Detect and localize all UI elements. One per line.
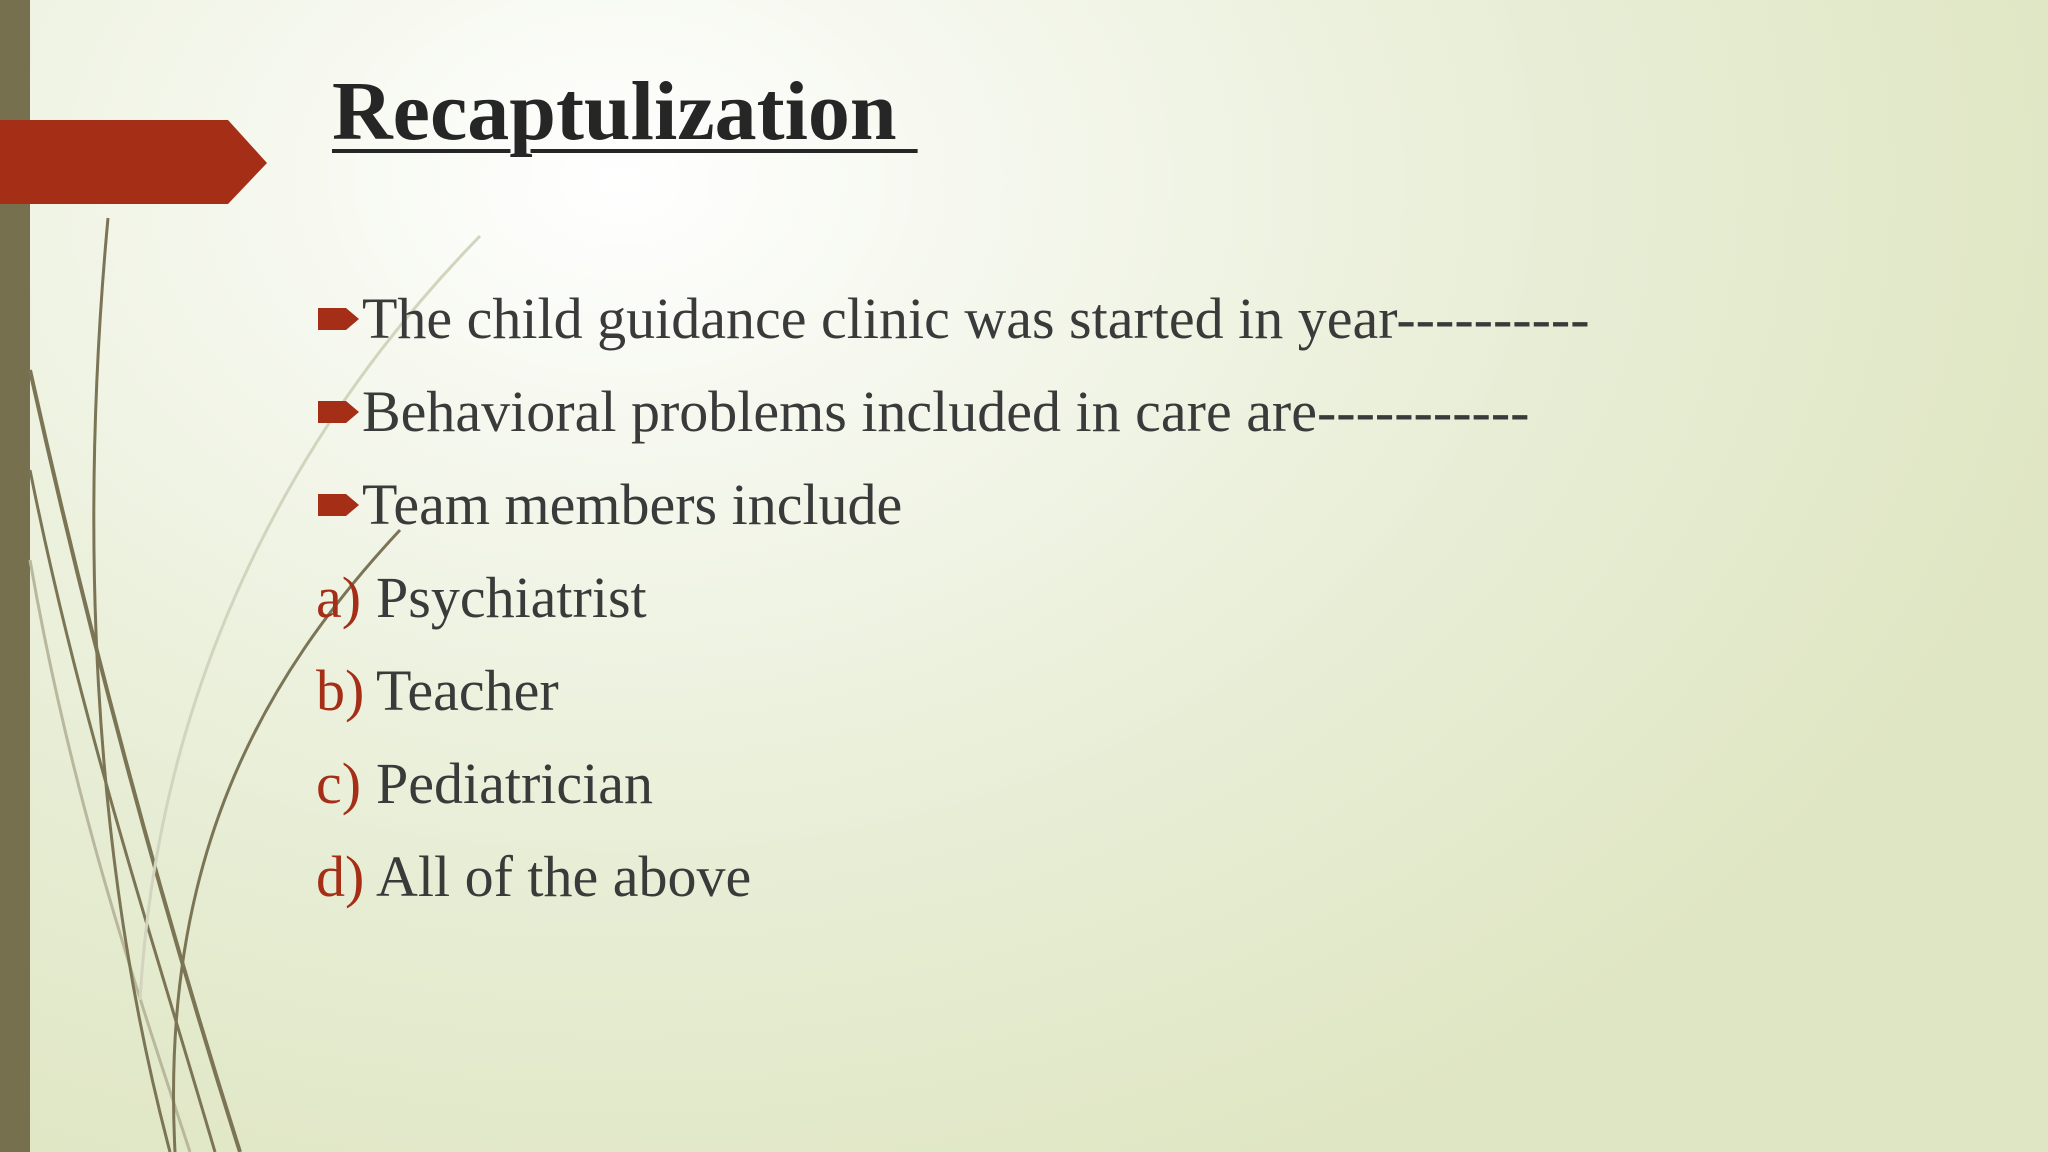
bullet-text: Team members include xyxy=(362,472,903,537)
option-marker: b) xyxy=(316,658,365,723)
title-arrow-shape xyxy=(0,120,267,204)
option-marker: a) xyxy=(316,565,362,630)
option-item xyxy=(316,551,2016,644)
bullet-item xyxy=(316,272,2016,365)
option-text: All of the above xyxy=(376,844,752,909)
option-item xyxy=(316,737,2016,830)
option-item xyxy=(316,830,2016,923)
arrow-bullet-icon xyxy=(316,399,362,425)
bullet-text: The child guidance clinic was started in year---------- xyxy=(362,286,1590,351)
arrow-bullet-icon xyxy=(316,306,362,332)
slide-content xyxy=(316,272,2016,923)
decor-curve-2 xyxy=(30,470,215,1152)
option-marker: d) xyxy=(316,844,365,909)
option-item xyxy=(316,644,2016,737)
option-text: Pediatrician xyxy=(376,751,654,816)
option-text: Psychiatrist xyxy=(376,565,647,630)
decor-curve-3 xyxy=(30,560,190,1152)
bullet-item xyxy=(316,365,2016,458)
option-text: Teacher xyxy=(376,658,559,723)
bullet-item xyxy=(316,458,2016,551)
decor-curve-1 xyxy=(30,370,240,1152)
arrow-bullet-icon xyxy=(316,492,362,518)
bullet-text: Behavioral problems included in care are----------- xyxy=(362,379,1530,444)
option-marker: c) xyxy=(316,751,362,816)
slide-title: Recaptulization xyxy=(332,65,918,158)
